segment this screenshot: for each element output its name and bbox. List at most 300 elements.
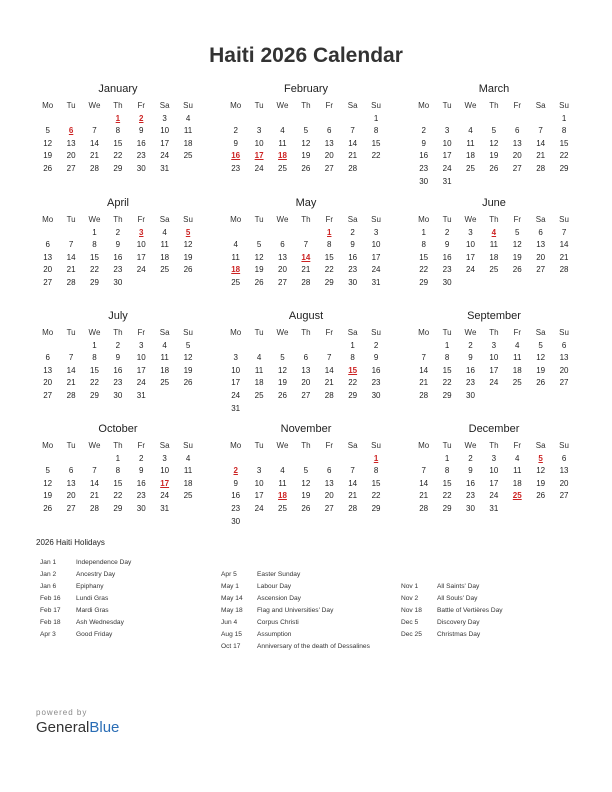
empty-day-cell (271, 516, 294, 529)
day-cell: 4 (162, 340, 167, 350)
week-row (224, 125, 388, 138)
week-row (412, 277, 576, 290)
day-cell: 12 (43, 478, 53, 488)
day-cell: 13 (278, 252, 287, 262)
holiday-column (221, 569, 370, 653)
day-cell: 19 (301, 151, 311, 161)
holiday-date: Jun 4 (221, 619, 238, 626)
holiday-date: Jan 1 (40, 559, 57, 566)
day-cell: 29 (442, 503, 452, 513)
holiday-day-cell: 4 (491, 227, 497, 237)
day-cell: 1 (115, 453, 121, 463)
day-cell: 26 (183, 265, 193, 275)
empty-day-cell (364, 516, 387, 529)
day-cell: 13 (559, 466, 569, 476)
day-cell: 16 (419, 151, 429, 161)
day-cell: 21 (348, 151, 358, 161)
day-cell: 11 (513, 466, 522, 476)
day-cell: 14 (348, 478, 358, 488)
weekday-label: We (276, 328, 289, 337)
empty-day-cell (529, 503, 552, 516)
empty-day-cell (247, 227, 270, 240)
day-cell: 24 (442, 163, 452, 173)
weekday-header (224, 214, 388, 227)
empty-day-cell (247, 403, 270, 416)
day-cell: 26 (512, 265, 522, 275)
day-cell: 30 (231, 516, 241, 526)
day-cell: 14 (66, 365, 76, 375)
day-cell: 28 (348, 163, 358, 173)
weekday-label: Sa (159, 328, 170, 337)
page-title: Haiti 2026 Calendar (209, 44, 403, 67)
day-cell: 5 (303, 466, 309, 476)
day-cell: 30 (136, 163, 146, 173)
weekday-label: Fr (513, 441, 522, 450)
weekday-header (412, 214, 576, 227)
weekday-label: Su (183, 215, 193, 224)
day-cell: 20 (559, 478, 569, 488)
week-row (412, 365, 576, 378)
weekday-label: Th (113, 328, 123, 337)
day-cell: 13 (43, 365, 53, 375)
day-cell: 31 (160, 163, 170, 173)
day-cell: 30 (371, 390, 381, 400)
weekday-label: Tu (66, 215, 76, 224)
week-row (412, 113, 576, 126)
day-cell: 28 (419, 503, 429, 513)
day-cell: 18 (512, 478, 522, 488)
day-cell: 14 (324, 365, 334, 375)
empty-day-cell (341, 453, 364, 466)
day-cell: 23 (442, 265, 452, 275)
day-cell: 11 (489, 240, 499, 250)
day-cell: 30 (466, 390, 475, 400)
weekday-label: Mo (230, 215, 242, 224)
holiday-date: Feb 17 (40, 607, 61, 614)
weekday-label: Sa (347, 215, 358, 224)
brand-name-general: General (36, 719, 90, 736)
day-cell: 6 (327, 466, 332, 476)
day-cell: 8 (444, 353, 450, 363)
day-cell: 2 (233, 126, 238, 136)
holiday-item (221, 629, 370, 641)
month-name: July (108, 310, 128, 322)
day-cell: 4 (280, 126, 285, 136)
day-cell: 7 (92, 466, 97, 476)
empty-day-cell (294, 227, 317, 240)
day-cell: 3 (256, 126, 262, 136)
holiday-date: Apr 3 (40, 631, 56, 638)
day-cell: 7 (561, 227, 567, 237)
weekday-label: Mo (42, 328, 54, 337)
weekday-label: Tu (66, 328, 76, 337)
month-name: March (478, 83, 510, 95)
holiday-item (401, 581, 503, 593)
day-cell: 13 (301, 365, 311, 375)
day-cell: 9 (468, 353, 473, 363)
day-cell: 12 (254, 252, 264, 262)
day-cell: 29 (113, 503, 123, 513)
day-cell: 24 (160, 491, 170, 501)
empty-day-cell (412, 113, 435, 126)
day-cell: 22 (559, 151, 569, 161)
day-cell: 17 (371, 252, 381, 262)
day-cell: 22 (442, 491, 452, 501)
empty-day-cell (271, 453, 294, 466)
day-cell: 11 (160, 353, 169, 363)
weekday-label: Mo (42, 101, 54, 110)
empty-day-cell (271, 113, 294, 126)
weekday-header (36, 214, 200, 227)
day-cell: 14 (419, 365, 429, 375)
day-cell: 5 (303, 126, 309, 136)
day-cell: 31 (136, 390, 146, 400)
weekday-label: We (276, 215, 289, 224)
holiday-item (401, 605, 503, 617)
day-cell: 6 (45, 240, 50, 250)
empty-day-cell (552, 503, 575, 516)
empty-day-cell (294, 516, 317, 529)
empty-day-cell (529, 390, 552, 403)
week-row (224, 490, 388, 503)
empty-day-cell (506, 113, 529, 126)
weekday-label: Sa (159, 101, 170, 110)
weekday-label: Su (371, 215, 381, 224)
holiday-name: Ancestry Day (76, 571, 116, 578)
holiday-name: Christmas Day (437, 631, 481, 638)
week-row (224, 113, 388, 126)
empty-day-cell (318, 453, 341, 466)
empty-day-cell (224, 340, 247, 353)
day-cell: 2 (468, 453, 473, 463)
day-cell: 19 (536, 478, 546, 488)
day-cell: 18 (512, 365, 522, 375)
day-cell: 19 (43, 151, 53, 161)
day-cell: 10 (489, 466, 499, 476)
day-cell: 5 (185, 340, 191, 350)
month-name: February (283, 83, 329, 95)
weekday-label: We (88, 441, 101, 450)
day-cell: 29 (371, 503, 381, 513)
week-row (224, 478, 388, 491)
day-cell: 15 (442, 478, 452, 488)
day-cell: 13 (536, 240, 546, 250)
day-cell: 13 (512, 138, 522, 148)
empty-day-cell (506, 176, 529, 189)
day-cell: 15 (324, 252, 334, 262)
empty-day-cell (224, 227, 247, 240)
holiday-name: Easter Sunday (257, 571, 301, 578)
day-cell: 11 (513, 353, 522, 363)
day-cell: 28 (90, 163, 99, 173)
day-cell: 28 (324, 390, 334, 400)
holiday-name: Battle of Vertières Day (437, 607, 503, 614)
day-cell: 13 (559, 353, 569, 363)
holiday-date: Aug 15 (221, 631, 242, 638)
day-cell: 10 (489, 353, 499, 363)
empty-day-cell (294, 113, 317, 126)
day-cell: 14 (559, 240, 569, 250)
empty-day-cell (506, 277, 529, 290)
week-row (412, 377, 576, 390)
day-cell: 2 (115, 227, 121, 237)
holiday-name: Ascension Day (257, 595, 301, 602)
week-row (36, 503, 200, 516)
day-cell: 15 (559, 138, 569, 148)
brand-name-blue: Blue (89, 719, 120, 736)
day-cell: 25 (466, 163, 475, 173)
day-cell: 4 (280, 466, 285, 476)
weekday-label: Mo (230, 441, 242, 450)
weekday-label: We (464, 101, 477, 110)
holiday-name: Epiphany (76, 583, 104, 590)
powered-by-text: powered by (36, 708, 88, 717)
day-cell: 16 (466, 365, 475, 375)
day-cell: 26 (301, 503, 311, 513)
weekday-label: Th (301, 441, 311, 450)
day-cell: 24 (136, 265, 146, 275)
holiday-day-cell: 5 (538, 453, 543, 463)
day-cell: 6 (68, 466, 74, 476)
day-cell: 19 (183, 365, 193, 375)
holiday-name: Ash Wednesday (76, 619, 124, 626)
empty-day-cell (294, 453, 317, 466)
weekday-label: Tu (254, 215, 264, 224)
day-cell: 23 (466, 378, 475, 388)
day-cell: 24 (254, 163, 264, 173)
day-cell: 18 (183, 138, 193, 148)
day-cell: 11 (231, 252, 240, 262)
week-row (224, 150, 388, 163)
empty-day-cell (482, 277, 505, 290)
empty-day-cell (36, 113, 59, 126)
holiday-date: Jan 2 (40, 571, 57, 578)
day-cell: 14 (536, 138, 546, 148)
week-row (224, 503, 388, 516)
holiday-item (40, 557, 131, 569)
weekday-header (412, 440, 576, 453)
day-cell: 22 (90, 378, 99, 388)
day-cell: 25 (278, 163, 287, 173)
day-cell: 21 (90, 151, 99, 161)
holiday-day-cell: 14 (301, 252, 311, 262)
day-cell: 1 (373, 113, 379, 123)
day-cell: 23 (136, 491, 146, 501)
day-cell: 10 (231, 365, 241, 375)
day-cell: 24 (489, 378, 499, 388)
day-cell: 27 (536, 265, 546, 275)
day-cell: 18 (160, 365, 170, 375)
day-cell: 9 (350, 240, 355, 250)
empty-day-cell (482, 176, 505, 189)
holiday-name: Lundi Gras (76, 595, 109, 602)
holiday-day-cell: 18 (278, 151, 287, 161)
day-cell: 17 (489, 365, 499, 375)
holiday-name: Anniversary of the death of Dessalines (257, 643, 370, 650)
day-cell: 7 (350, 466, 355, 476)
day-cell: 12 (536, 466, 546, 476)
day-cell: 16 (231, 491, 241, 501)
week-row (36, 453, 200, 466)
month-march (412, 82, 576, 188)
holiday-day-cell: 15 (348, 365, 358, 375)
empty-day-cell (552, 390, 575, 403)
weekday-label: Su (183, 328, 193, 337)
empty-day-cell (318, 340, 341, 353)
day-cell: 16 (136, 478, 146, 488)
weekday-label: Su (559, 328, 569, 337)
weekday-label: Mo (230, 101, 242, 110)
day-cell: 21 (90, 491, 99, 501)
holiday-day-cell: 1 (115, 113, 121, 123)
empty-day-cell (176, 503, 199, 516)
month-name: October (98, 423, 138, 435)
day-cell: 14 (90, 138, 99, 148)
week-row (412, 125, 576, 138)
empty-day-cell (176, 163, 199, 176)
weekday-label: Sa (535, 441, 546, 450)
day-cell: 5 (256, 240, 262, 250)
holiday-item (40, 569, 131, 581)
holiday-item (40, 617, 131, 629)
day-cell: 4 (256, 353, 262, 363)
weekday-label: Th (301, 101, 311, 110)
empty-day-cell (318, 403, 341, 416)
day-cell: 12 (278, 365, 287, 375)
day-cell: 16 (442, 252, 452, 262)
weekday-label: Tu (254, 441, 264, 450)
day-cell: 23 (348, 265, 358, 275)
holiday-date: Nov 2 (401, 595, 419, 602)
empty-day-cell (529, 277, 552, 290)
day-cell: 30 (442, 277, 452, 287)
day-cell: 16 (371, 365, 381, 375)
day-cell: 7 (350, 126, 355, 136)
day-cell: 18 (254, 378, 264, 388)
day-cell: 5 (45, 466, 50, 476)
day-cell: 14 (90, 478, 99, 488)
week-row (224, 403, 388, 416)
day-cell: 29 (559, 163, 569, 173)
day-cell: 29 (324, 277, 334, 287)
day-cell: 22 (113, 151, 123, 161)
week-row (412, 239, 576, 252)
empty-day-cell (271, 227, 294, 240)
day-cell: 3 (468, 227, 473, 237)
month-name: May (295, 197, 317, 209)
day-cell: 25 (231, 277, 241, 287)
day-cell: 8 (92, 240, 97, 250)
empty-day-cell (341, 113, 364, 126)
day-cell: 23 (113, 378, 123, 388)
weekday-label: Tu (254, 101, 264, 110)
weekday-label: Sa (159, 215, 170, 224)
holiday-item (221, 581, 370, 593)
day-cell: 4 (515, 453, 520, 463)
empty-day-cell (506, 390, 529, 403)
day-cell: 21 (419, 378, 429, 388)
day-cell: 1 (92, 340, 97, 350)
day-cell: 1 (350, 340, 355, 350)
day-cell: 10 (442, 138, 452, 148)
empty-day-cell (341, 516, 364, 529)
day-cell: 14 (419, 478, 429, 488)
day-cell: 21 (559, 252, 569, 262)
week-row (224, 252, 388, 265)
week-row (36, 113, 200, 126)
weekday-label: Su (183, 101, 193, 110)
day-cell: 18 (466, 151, 475, 161)
day-cell: 20 (43, 265, 53, 275)
day-cell: 29 (90, 277, 99, 287)
holiday-name: Mardi Gras (76, 607, 109, 614)
day-cell: 24 (466, 265, 475, 275)
holiday-day-cell: 18 (278, 491, 287, 501)
day-cell: 16 (113, 365, 123, 375)
week-row (224, 365, 388, 378)
day-cell: 7 (92, 126, 97, 136)
day-cell: 22 (113, 491, 123, 501)
empty-day-cell (318, 113, 341, 126)
holiday-name: Good Friday (76, 631, 113, 638)
day-cell: 27 (324, 503, 334, 513)
day-cell: 2 (350, 227, 355, 237)
holiday-item (40, 605, 131, 617)
empty-day-cell (412, 340, 435, 353)
day-cell: 27 (66, 503, 76, 513)
weekday-label: Sa (535, 215, 546, 224)
weekday-label: Mo (418, 328, 430, 337)
empty-day-cell (247, 113, 270, 126)
holiday-date: Dec 5 (401, 619, 419, 626)
holiday-date: Apr 5 (221, 571, 237, 578)
day-cell: 20 (559, 365, 569, 375)
holiday-day-cell: 1 (327, 227, 332, 237)
day-cell: 19 (254, 265, 264, 275)
day-cell: 23 (113, 265, 123, 275)
day-cell: 10 (254, 478, 264, 488)
week-row (36, 150, 200, 163)
weekday-label: Th (113, 441, 123, 450)
day-cell: 21 (66, 378, 76, 388)
day-cell: 22 (90, 265, 99, 275)
empty-day-cell (83, 113, 106, 126)
day-cell: 19 (183, 252, 193, 262)
weekday-label: Fr (513, 215, 522, 224)
day-cell: 25 (183, 491, 193, 501)
day-cell: 26 (489, 163, 499, 173)
day-cell: 22 (371, 491, 381, 501)
week-row (412, 163, 576, 176)
holiday-item (221, 641, 370, 653)
week-row (36, 478, 200, 491)
holiday-date: Nov 1 (401, 583, 419, 590)
holiday-name: Discovery Day (437, 619, 480, 626)
month-may (224, 196, 388, 290)
week-row (36, 390, 200, 403)
day-cell: 24 (231, 390, 241, 400)
holiday-date: Feb 16 (40, 595, 61, 602)
weekday-label: Th (113, 101, 123, 110)
weekday-header (412, 100, 576, 113)
weekday-label: Su (559, 441, 569, 450)
day-cell: 6 (538, 227, 543, 237)
week-row (36, 252, 200, 265)
week-row (412, 264, 576, 277)
month-november (224, 422, 388, 528)
week-row (36, 239, 200, 252)
week-row (224, 163, 388, 176)
